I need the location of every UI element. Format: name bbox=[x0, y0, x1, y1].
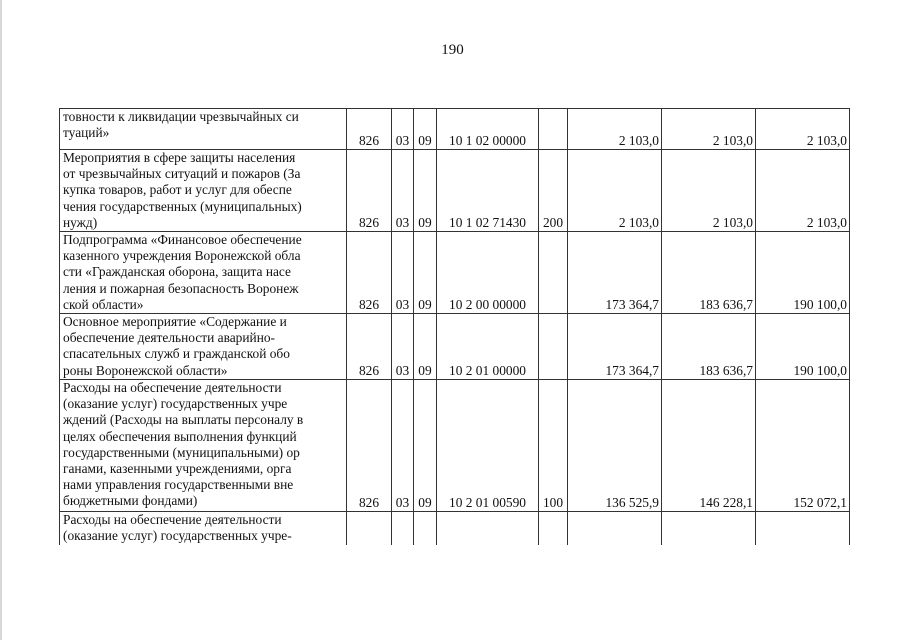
target-article-code bbox=[437, 512, 539, 546]
subsection-code: 09 bbox=[414, 380, 437, 512]
section-code: 03 bbox=[392, 150, 414, 232]
ministry-code: 826 bbox=[347, 314, 392, 380]
subsection-code: 09 bbox=[414, 232, 437, 314]
row-description: Расходы на обеспечение деятельности (оказание услуг) государственных учре- bbox=[60, 512, 347, 546]
ministry-code: 826 bbox=[347, 232, 392, 314]
expense-type-code bbox=[539, 512, 568, 546]
amount-year-2: 2 103,0 bbox=[662, 109, 756, 150]
amount-year-3: 190 100,0 bbox=[756, 232, 850, 314]
table-row bbox=[60, 232, 850, 314]
expense-type-code: 200 bbox=[539, 150, 568, 232]
ministry-code: 826 bbox=[347, 109, 392, 150]
expense-type-code bbox=[539, 314, 568, 380]
row-description: Основное мероприятие «Содержание и обеспечение деятельности аварийно- спасательных служб и гражданской обо роны Воронежской области» bbox=[60, 314, 347, 380]
row-description: товности к ликвидации чрезвычайных си туаций» bbox=[60, 109, 347, 150]
row-description: Расходы на обеспечение деятельности (оказание услуг) государственных учре ждений (Расходы на выплаты персоналу в целях обеспечения выполнения функций государственными (муниципальными) ор ганами, казенными учреждениями, орга нами управления государственными вне бюджетными фондами) bbox=[60, 380, 347, 512]
section-code: 03 bbox=[392, 232, 414, 314]
amount-year-3: 190 100,0 bbox=[756, 314, 850, 380]
amount-year-1: 2 103,0 bbox=[568, 150, 662, 232]
table-row bbox=[60, 314, 850, 380]
ministry-code: 826 bbox=[347, 380, 392, 512]
amount-year-3 bbox=[756, 512, 850, 546]
table-row bbox=[60, 380, 850, 512]
target-article-code: 10 2 01 00590 bbox=[437, 380, 539, 512]
amount-year-2: 146 228,1 bbox=[662, 380, 756, 512]
section-code: 03 bbox=[392, 314, 414, 380]
amount-year-2 bbox=[662, 512, 756, 546]
amount-year-2: 2 103,0 bbox=[662, 150, 756, 232]
amount-year-1: 136 525,9 bbox=[568, 380, 662, 512]
budget-table bbox=[59, 108, 850, 545]
section-code bbox=[392, 512, 414, 546]
scan-left-edge bbox=[0, 0, 2, 640]
amount-year-3: 2 103,0 bbox=[756, 109, 850, 150]
section-code: 03 bbox=[392, 380, 414, 512]
row-description: Подпрограмма «Финансовое обеспечение казенного учреждения Воронежской обла сти «Гражданская оборона, защита насе ления и пожарная безопасность Воронеж ской области» bbox=[60, 232, 347, 314]
subsection-code: 09 bbox=[414, 109, 437, 150]
expense-type-code: 100 bbox=[539, 380, 568, 512]
amount-year-3: 2 103,0 bbox=[756, 150, 850, 232]
amount-year-1: 173 364,7 bbox=[568, 314, 662, 380]
target-article-code: 10 1 02 00000 bbox=[437, 109, 539, 150]
amount-year-2: 183 636,7 bbox=[662, 314, 756, 380]
amount-year-2: 183 636,7 bbox=[662, 232, 756, 314]
expense-type-code bbox=[539, 232, 568, 314]
section-code: 03 bbox=[392, 109, 414, 150]
amount-year-1 bbox=[568, 512, 662, 546]
ministry-code bbox=[347, 512, 392, 546]
subsection-code: 09 bbox=[414, 314, 437, 380]
expense-type-code bbox=[539, 109, 568, 150]
subsection-code bbox=[414, 512, 437, 546]
ministry-code: 826 bbox=[347, 150, 392, 232]
amount-year-3: 152 072,1 bbox=[756, 380, 850, 512]
amount-year-1: 173 364,7 bbox=[568, 232, 662, 314]
subsection-code: 09 bbox=[414, 150, 437, 232]
table-row bbox=[60, 150, 850, 232]
table-row bbox=[60, 109, 850, 150]
target-article-code: 10 1 02 71430 bbox=[437, 150, 539, 232]
amount-year-1: 2 103,0 bbox=[568, 109, 662, 150]
table-row bbox=[60, 512, 850, 546]
target-article-code: 10 2 00 00000 bbox=[437, 232, 539, 314]
target-article-code: 10 2 01 00000 bbox=[437, 314, 539, 380]
page-number: 190 bbox=[441, 42, 464, 58]
row-description: Мероприятия в сфере защиты населения от чрезвычайных ситуаций и пожаров (За купка товаров, работ и услуг для обеспе чения государственных (муниципальных) нужд) bbox=[60, 150, 347, 232]
